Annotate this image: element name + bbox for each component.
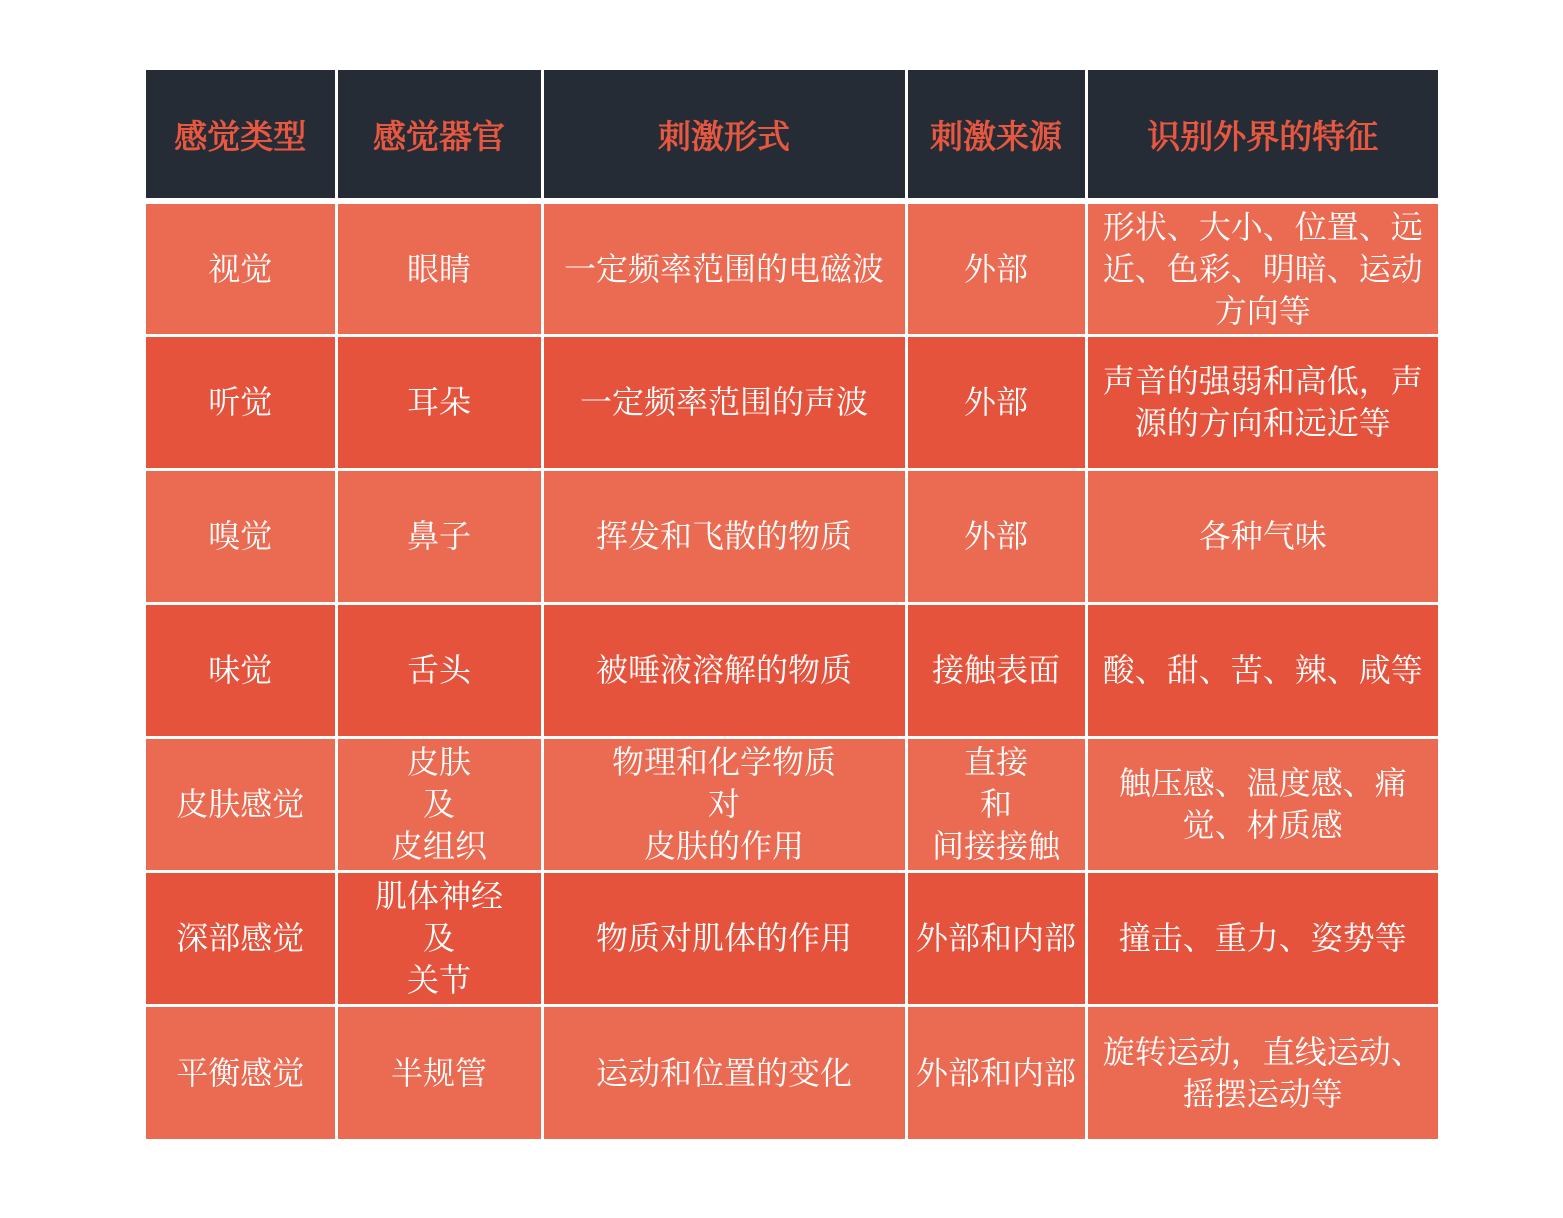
senses-table xyxy=(146,70,1438,1139)
table-row xyxy=(146,603,1438,737)
cell-stimulus-source: 外部 xyxy=(906,335,1086,469)
cell-sense-organ: 皮肤 及 皮组织 xyxy=(336,737,542,871)
header-stimulus-form: 刺激形式 xyxy=(542,70,906,201)
cell-features: 酸、甜、苦、辣、咸等 xyxy=(1086,603,1438,737)
cell-features: 各种气味 xyxy=(1086,469,1438,603)
cell-stimulus-source: 接触表面 xyxy=(906,603,1086,737)
cell-stimulus-form: 物理和化学物质 对 皮肤的作用 xyxy=(542,737,906,871)
cell-stimulus-source: 外部 xyxy=(906,201,1086,335)
cell-stimulus-source: 外部和内部 xyxy=(906,1005,1086,1139)
cell-sense-type: 平衡感觉 xyxy=(146,1005,336,1139)
cell-stimulus-source: 直接 和 间接接触 xyxy=(906,737,1086,871)
table-row xyxy=(146,201,1438,335)
cell-sense-organ: 半规管 xyxy=(336,1005,542,1139)
cell-stimulus-source: 外部 xyxy=(906,469,1086,603)
cell-stimulus-form: 挥发和飞散的物质 xyxy=(542,469,906,603)
cell-features: 旋转运动，直线运动、摇摆运动等 xyxy=(1086,1005,1438,1139)
cell-sense-type: 深部感觉 xyxy=(146,871,336,1005)
cell-stimulus-form: 物质对肌体的作用 xyxy=(542,871,906,1005)
cell-stimulus-form: 一定频率范围的声波 xyxy=(542,335,906,469)
cell-sense-type: 皮肤感觉 xyxy=(146,737,336,871)
header-sense-organ: 感觉器官 xyxy=(336,70,542,201)
cell-stimulus-form: 被唾液溶解的物质 xyxy=(542,603,906,737)
cell-sense-type: 味觉 xyxy=(146,603,336,737)
cell-stimulus-form: 一定频率范围的电磁波 xyxy=(542,201,906,335)
cell-sense-type: 视觉 xyxy=(146,201,336,335)
header-features: 识别外界的特征 xyxy=(1086,70,1438,201)
table-row xyxy=(146,469,1438,603)
cell-features: 撞击、重力、姿势等 xyxy=(1086,871,1438,1005)
cell-sense-organ: 眼睛 xyxy=(336,201,542,335)
cell-stimulus-form: 运动和位置的变化 xyxy=(542,1005,906,1139)
cell-sense-type: 听觉 xyxy=(146,335,336,469)
header-stimulus-source: 刺激来源 xyxy=(906,70,1086,201)
cell-sense-organ: 舌头 xyxy=(336,603,542,737)
cell-features: 触压感、温度感、痛觉、材质感 xyxy=(1086,737,1438,871)
table-row xyxy=(146,871,1438,1005)
cell-features: 形状、大小、位置、远近、色彩、明暗、运动方向等 xyxy=(1086,201,1438,335)
cell-sense-organ: 肌体神经 及 关节 xyxy=(336,871,542,1005)
table-row xyxy=(146,737,1438,871)
cell-features: 声音的强弱和高低，声源的方向和远近等 xyxy=(1086,335,1438,469)
cell-sense-organ: 鼻子 xyxy=(336,469,542,603)
header-row xyxy=(146,70,1438,201)
table-row xyxy=(146,335,1438,469)
cell-stimulus-source: 外部和内部 xyxy=(906,871,1086,1005)
header-sense-type: 感觉类型 xyxy=(146,70,336,201)
table-row xyxy=(146,1005,1438,1139)
cell-sense-type: 嗅觉 xyxy=(146,469,336,603)
cell-sense-organ: 耳朵 xyxy=(336,335,542,469)
